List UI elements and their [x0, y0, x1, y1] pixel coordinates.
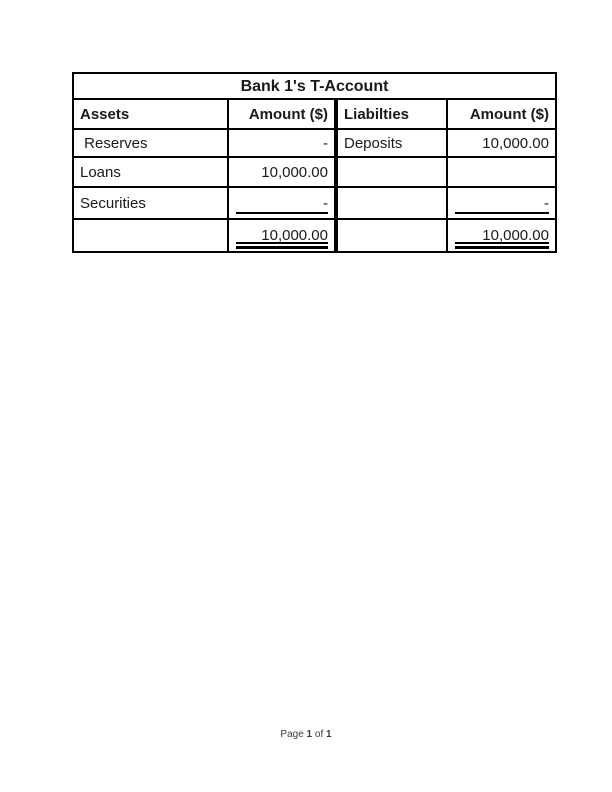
liability-amount-cell [447, 157, 556, 187]
page-footer [0, 729, 612, 740]
double-total-rule [455, 242, 549, 248]
asset-total-value: 10,000.00 [261, 227, 328, 244]
liability-name-cell [337, 157, 447, 187]
liability-total-label-cell [337, 219, 447, 252]
footer-page-word: Page [280, 729, 304, 740]
asset-amount-value: - [323, 194, 328, 212]
assets-header-row [73, 99, 335, 129]
asset-total-amount-cell [228, 219, 335, 252]
double-total-rule [236, 242, 328, 248]
assets-total-row [73, 219, 335, 252]
liability-amount-cell: 10,000.00 [447, 129, 556, 157]
liability-amount-value: - [544, 194, 549, 212]
footer-total-pages: 1 [326, 729, 332, 740]
liabilities-total-row [337, 219, 556, 252]
footer-of-word: of [314, 729, 324, 740]
liability-total-value: 10,000.00 [482, 227, 549, 244]
asset-total-label-cell [73, 219, 228, 252]
table-row [73, 157, 335, 187]
footer-page-number: 1 [306, 729, 313, 740]
asset-name-cell: Securities [73, 187, 228, 219]
table-row [337, 157, 556, 187]
table-row [73, 129, 335, 157]
assets-amount-column-header: Amount ($) [228, 99, 335, 129]
asset-amount-cell: 10,000.00 [228, 157, 335, 187]
asset-name-cell: Reserves [73, 129, 228, 157]
taccount-table [72, 72, 557, 253]
liabilities-column-header: Liabilties [337, 99, 447, 129]
liability-total-amount-cell [447, 219, 556, 252]
liability-name-cell [337, 187, 447, 219]
single-total-rule [236, 212, 328, 214]
liabilities-header-row [337, 99, 556, 129]
liabilities-amount-column-header: Amount ($) [447, 99, 556, 129]
liabilities-subtable [336, 98, 557, 253]
table-title: Bank 1's T-Account [72, 72, 557, 100]
asset-amount-cell: - [228, 129, 335, 157]
table-row [337, 187, 556, 219]
liability-amount-cell [447, 187, 556, 219]
assets-column-header: Assets [73, 99, 228, 129]
asset-name-cell: Loans [73, 157, 228, 187]
single-total-rule [455, 212, 549, 214]
asset-amount-cell [228, 187, 335, 219]
table-row [73, 187, 335, 219]
table-row [337, 129, 556, 157]
taccount-body [72, 98, 557, 253]
assets-subtable [72, 98, 336, 253]
liability-name-cell: Deposits [337, 129, 447, 157]
